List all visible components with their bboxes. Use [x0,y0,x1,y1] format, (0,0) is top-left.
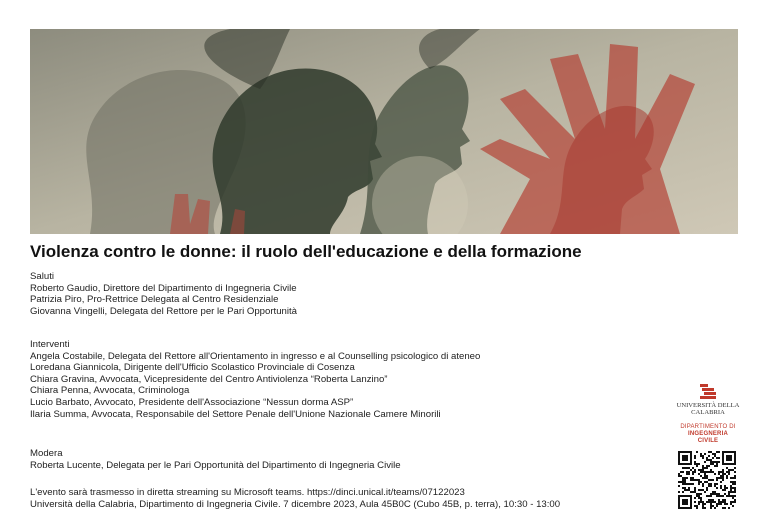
qr-code-icon[interactable] [678,451,736,509]
list-item: Angela Costabile, Delegata del Rettore all'Orientamento in ingresso e al Counselling psicologico di ateneo [30,350,481,362]
list-item: Ilaria Summa, Avvocata, Responsabile del Settore Penale dell'Unione Nazionale Camere Minorili [30,408,441,420]
list-item: Lucio Barbato, Avvocato, Presidente dell'Associazione “Nessun dorma ASP” [30,396,354,408]
department-line: INGEGNERIA [687,431,728,437]
women-silhouettes-icon [30,29,738,234]
saluti-section [30,271,297,317]
list-item: Giovanna Vingelli, Delegata del Rettore per le Pari Opportunità [30,305,298,317]
location-info: Università della Calabria, Dipartimento di Ingegneria Civile. 7 dicembre 2023, Aula 45B0C (Cubo 45B, p. terra), 10:30 - 13:00 [30,498,561,510]
unical-logo-icon [698,384,718,400]
streaming-info: L'evento sarà trasmesso in diretta streaming su Microsoft teams. https://dinci.unical.it/teams/07122023 [30,487,465,498]
interventi-heading: Interventi [30,339,70,350]
university-name: UNIVERSITÀ DELLA [676,402,740,409]
university-name: CALABRIA [691,409,725,416]
university-logo [672,384,744,445]
list-item: Chiara Penna, Avvocata, Criminologa [30,385,190,397]
list-item: Roberto Gaudio, Direttore del Dipartimento di Ingegneria Civile [30,282,297,294]
page-title: Violenza contro le donne: il ruolo dell'educazione e della formazione [30,242,582,261]
list-item: Loredana Giannicola, Dirigente dell'Ufficio Scolastico Provinciale di Cosenza [30,362,355,374]
modera-section [30,448,401,471]
hero-illustration [30,29,738,234]
list-item: Chiara Gravina, Avvocata, Vicepresidente del Centro Antiviolenza “Roberta Lanzino” [30,373,388,385]
department-name [672,424,744,445]
department-line: CIVILE [697,438,719,444]
interventi-section [30,339,480,420]
event-info [30,487,560,510]
qr-code-graphic [678,451,736,509]
list-item: Patrizia Piro, Pro-Rettrice Delegata al Centro Residenziale [30,294,279,306]
list-item: Roberta Lucente, Delegata per le Pari Opportunità del Dipartimento di Ingegneria Civile [30,459,401,471]
modera-heading: Modera [30,448,63,459]
saluti-heading: Saluti [30,271,54,282]
department-line: DIPARTIMENTO DI [680,424,736,430]
